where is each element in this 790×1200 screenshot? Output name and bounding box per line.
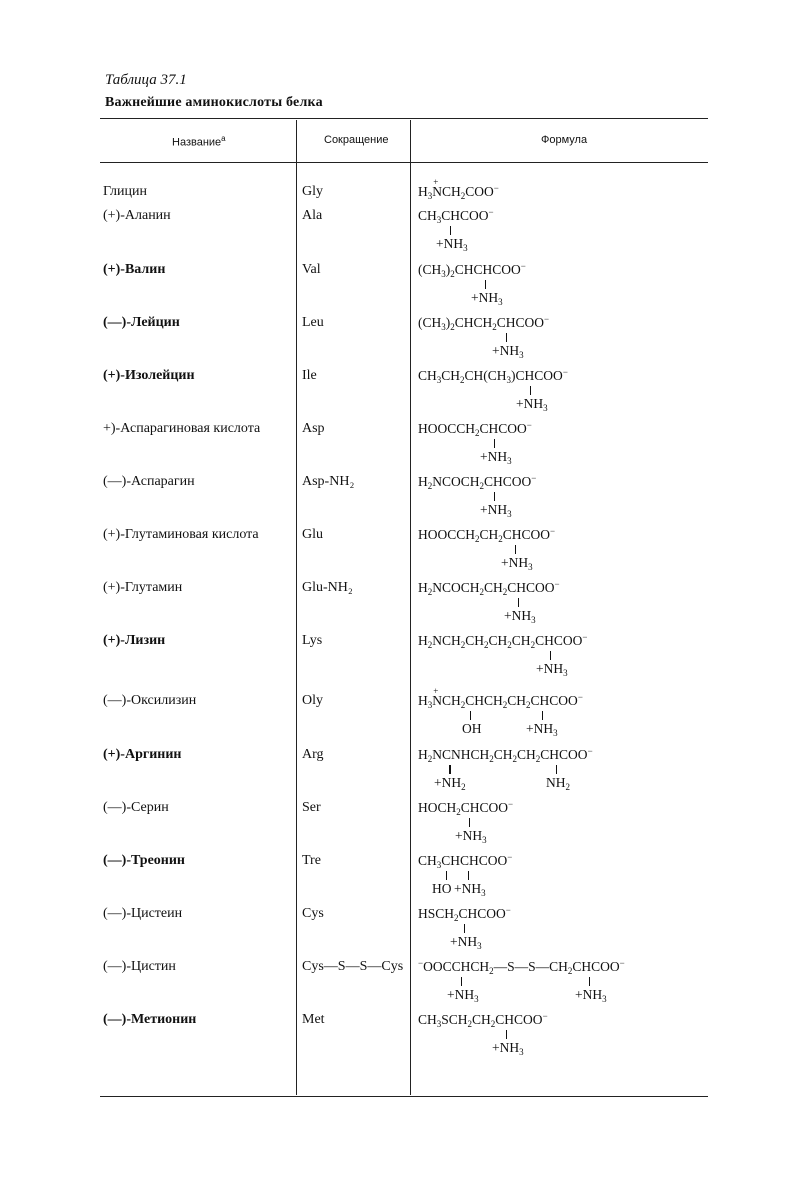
table-top-rule: [100, 118, 708, 119]
amino-acid-name: (—)-Серин: [103, 800, 169, 815]
table-title: Важнейшие аминокислоты белка: [105, 95, 323, 110]
amino-acid-name: +)-Аспарагиновая кислота: [103, 421, 261, 436]
table-row-hydroxylysine: [0, 693, 790, 746]
amino-acid-name: (—)-Лейцин: [103, 315, 180, 330]
table-row-methionine: [0, 1012, 790, 1065]
table-row-asparagine: [0, 474, 790, 527]
structural-formula: $CH_3CHCHCOO^-$ HO $+NH_3$: [418, 852, 513, 898]
amino-acid-name: (+)-Аланин: [103, 208, 171, 223]
structural-formula: $CH_3CHCOO^-$ $+NH_3$: [418, 207, 494, 253]
table-row-isoleucine: [0, 368, 790, 421]
structural-formula: $H_3+$ $NCH_2CHCH_2CH_2CHCOO^-$ OH $+NH_3$: [418, 693, 708, 746]
amino-acid-name: (—)-Треонин: [103, 853, 185, 868]
table-row-leucine: [0, 315, 790, 368]
amino-acid-abbreviation: Arg: [302, 747, 324, 762]
table-row-cystine: [0, 959, 790, 1012]
structural-formula: $(CH_3)_2CHCH_2CHCOO^-$ $+NH_3$: [418, 314, 550, 360]
amino-acid-abbreviation: Cys—S—S—Cys: [302, 959, 404, 974]
amino-acid-name: Глицин: [103, 184, 147, 199]
table-row-serine: [0, 800, 790, 853]
structural-formula: $HOCH_2CHCOO^-$ $+NH_3$: [418, 799, 514, 845]
amino-acid-abbreviation: Val: [302, 262, 321, 277]
amino-acid-name: (+)-Лизин: [103, 633, 166, 648]
table-bottom-rule: [100, 1096, 708, 1097]
amino-acid-abbreviation: Lys: [302, 633, 323, 648]
table-row-threonine: [0, 853, 790, 906]
amino-acid-abbreviation: Cys: [302, 906, 324, 921]
table-row-arginine: [0, 747, 790, 800]
structural-formula: $H_2NCOCH_2CHCOO^-$ $+NH_3$: [418, 473, 537, 519]
table-row-valine: [0, 262, 790, 315]
structural-formula: $H_2NCH_2CH_2CH_2CH_2CHCOO^-$ $+NH_3$: [418, 632, 588, 678]
amino-acid-name: (—)-Цистеин: [103, 906, 183, 921]
amino-acid-abbreviation: Glu-NH₂: [302, 580, 353, 595]
table-row-aspartic-acid: [0, 421, 790, 474]
structural-formula: $H_3+ NCH_2COO^-$: [418, 184, 708, 237]
table-row-glutamic-acid: [0, 527, 790, 580]
structural-formula: $(CH_3)_2CHCHCOO^-$ $+NH_3$: [418, 261, 526, 307]
amino-acid-abbreviation: Tre: [302, 853, 321, 868]
table-caption: Таблица 37.1: [105, 72, 187, 88]
amino-acid-abbreviation: Oly: [302, 693, 323, 708]
header-name: Название$^а$: [172, 134, 226, 149]
header-formula: Формула: [541, 134, 588, 146]
amino-acid-name: (+)-Аргинин: [103, 747, 182, 762]
amino-acid-name: (—)-Оксилизин: [103, 693, 197, 708]
amino-acid-abbreviation: Met: [302, 1012, 325, 1027]
header-abbreviation: Сокращение: [324, 134, 389, 146]
amino-acid-abbreviation: Gly: [302, 184, 323, 199]
amino-acid-name: (+)-Валин: [103, 262, 166, 277]
table-row-cysteine: [0, 906, 790, 959]
amino-acid-abbreviation: Ser: [302, 800, 321, 815]
structural-formula: $H_2NCOCH_2CH_2CHCOO^-$ $+NH_3$: [418, 579, 560, 625]
structural-formula: $H_2NCNHCH_2CH_2CH_2CHCOO^-$ $+NH_2$ $NH_2$: [418, 746, 593, 792]
amino-acid-abbreviation: Asp-NH₂: [302, 474, 355, 489]
table-row-lysine: [0, 633, 790, 686]
amino-acid-name: (+)-Изолейцин: [103, 368, 195, 383]
amino-acid-name: (—)-Цистин: [103, 959, 176, 974]
structural-formula: $HOOCCH_2CH_2CHCOO^-$ $+NH_3$: [418, 526, 556, 572]
amino-acid-abbreviation: Ile: [302, 368, 317, 383]
amino-acid-name: (+)-Глутаминовая кислота: [103, 527, 259, 542]
amino-acid-name: (+)-Глутамин: [103, 580, 183, 595]
structural-formula: $CH_3CH_2CH(CH_3)CHCOO^-$ $+NH_3$: [418, 367, 568, 413]
structural-formula: $^-OOCCHCH_2—S—S—CH_2CHCOO^-$ $+NH_3$ $+NH_3$: [418, 958, 625, 1004]
amino-acid-name: (—)-Аспарагин: [103, 474, 195, 489]
amino-acid-abbreviation: Glu: [302, 527, 323, 542]
amino-acid-abbreviation: Ala: [302, 208, 323, 223]
structural-formula: $HSCH_2CHCOO^-$ $+NH_3$: [418, 905, 511, 951]
table-row-alanine: [0, 208, 790, 261]
header-bottom-rule: [100, 162, 708, 163]
amino-acid-abbreviation: Leu: [302, 315, 324, 330]
table-row-glutamine: [0, 580, 790, 633]
structural-formula: $CH_3SCH_2CH_2CHCOO^-$ $+NH_3$: [418, 1011, 548, 1057]
amino-acid-name: (—)-Метионин: [103, 1012, 197, 1027]
structural-formula: $HOOCCH_2CHCOO^-$ $+NH_3$: [418, 420, 532, 466]
amino-acid-abbreviation: Asp: [302, 421, 325, 436]
